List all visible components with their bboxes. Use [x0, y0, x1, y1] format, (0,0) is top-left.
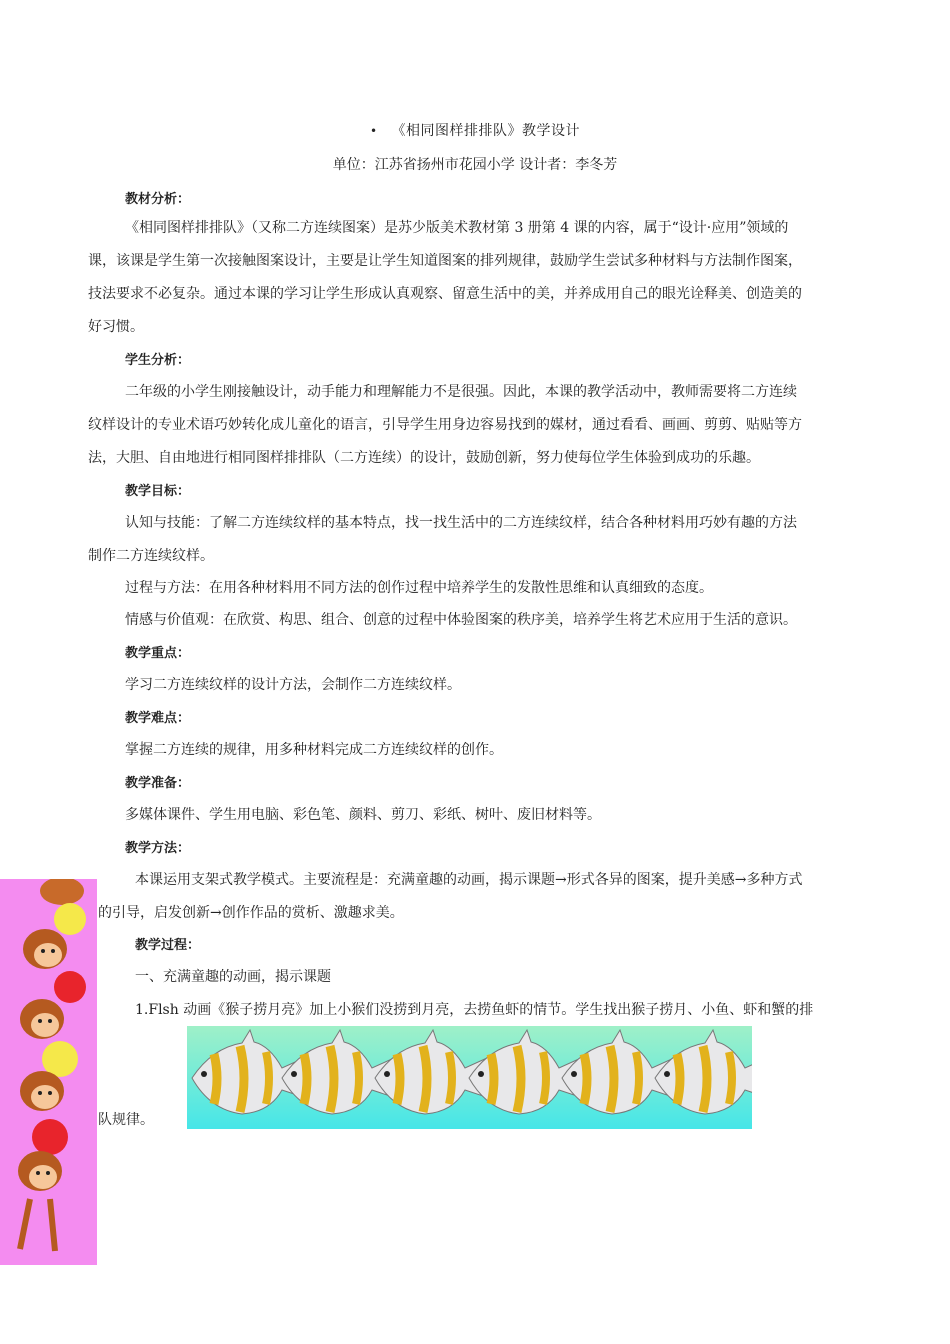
monkey-chain-icon: [0, 879, 97, 1265]
prep-text: 多媒体课件、学生用电脑、彩色笔、颜料、剪刀、彩纸、树叶、废旧材料等。: [125, 807, 601, 823]
monkey-chain-illustration: [0, 879, 97, 1265]
goals-line-4: 情感与价值观：在欣赏、构思、组合、创意的过程中体验图案的秩序美，培养学生将艺术应用于生活的意识。: [125, 612, 797, 628]
material-heading: 教材分析：: [125, 192, 191, 207]
goals-line-1: 认知与技能：了解二方连续纹样的基本特点，找一找生活中的二方连续纹样，结合各种材料用巧妙有趣的方法: [125, 515, 797, 531]
student-heading: 学生分析：: [125, 353, 191, 368]
process-item-1: 1.Flsh 动画《猴子捞月亮》加上小猴们没捞到月亮，去捞鱼虾的情节。学生找出猴子捞月、小鱼、虾和蟹的排: [135, 1002, 814, 1018]
method-line-1: 本课运用支架式教学模式。主要流程是：充满童趣的动画，揭示课题→形式各异的图案，提升美感→多种方式: [135, 872, 803, 888]
document-title: [0, 120, 950, 140]
title-bullet: •: [369, 124, 378, 138]
title-text: 《相同图样排排队》教学设计: [391, 123, 581, 139]
student-line-1: 二年级的小学生刚接触设计，动手能力和理解能力不是很强。因此，本课的教学活动中，教师需要将二方连续: [125, 384, 797, 400]
material-line-4: 好习惯。: [88, 319, 144, 335]
fish-row-icon: [187, 1026, 752, 1129]
process-heading: 教学过程：: [135, 938, 201, 953]
method-heading: 教学方法：: [125, 841, 191, 856]
process-item-1-tail: 队规律。: [98, 1112, 154, 1128]
key-heading: 教学重点：: [125, 646, 191, 661]
student-line-2: 纹样设计的专业术语巧妙转化成儿童化的语言，引导学生用身边容易找到的媒材，通过看看、画画、剪剪、贴贴等方: [88, 417, 802, 433]
student-line-3: 法，大胆、自由地进行相同图样排排队（二方连续）的设计，鼓励创新，努力使每位学生体验到成功的乐趣。: [88, 450, 760, 466]
goals-line-2: 制作二方连续纹样。: [88, 548, 214, 564]
method-line-2: 的引导，启发创新→创作作品的赏析、激趣求美。: [98, 905, 404, 921]
goals-line-3: 过程与方法：在用各种材料用不同方法的创作过程中培养学生的发散性思维和认真细致的态度。: [125, 580, 713, 596]
prep-heading: 教学准备：: [125, 776, 191, 791]
key-text: 学习二方连续纹样的设计方法，会制作二方连续纹样。: [125, 677, 461, 693]
material-line-2: 课，该课是学生第一次接触图案设计，主要是让学生知道图案的排列规律，鼓励学生尝试多种材料与方法制作图案，: [88, 253, 802, 269]
process-step-1: 一、充满童趣的动画，揭示课题: [135, 969, 331, 985]
difficulty-text: 掌握二方连续的规律，用多种材料完成二方连续纹样的创作。: [125, 742, 503, 758]
material-line-3: 技法要求不必复杂。通过本课的学习让学生形成认真观察、留意生活中的美，并养成用自己的眼光诠释美、创造美的: [88, 286, 802, 302]
material-line-1: 《相同图样排排队》（又称二方连续图案）是苏少版美术教材第 3 册第 4 课的内容，属于“设计·应用”领域的: [125, 220, 789, 236]
author-line: 单位：江苏省扬州市花园小学 设计者：李冬芳: [332, 157, 618, 173]
goals-heading: 教学目标：: [125, 484, 191, 499]
fish-row-illustration: [187, 1026, 752, 1129]
difficulty-heading: 教学难点：: [125, 711, 191, 726]
